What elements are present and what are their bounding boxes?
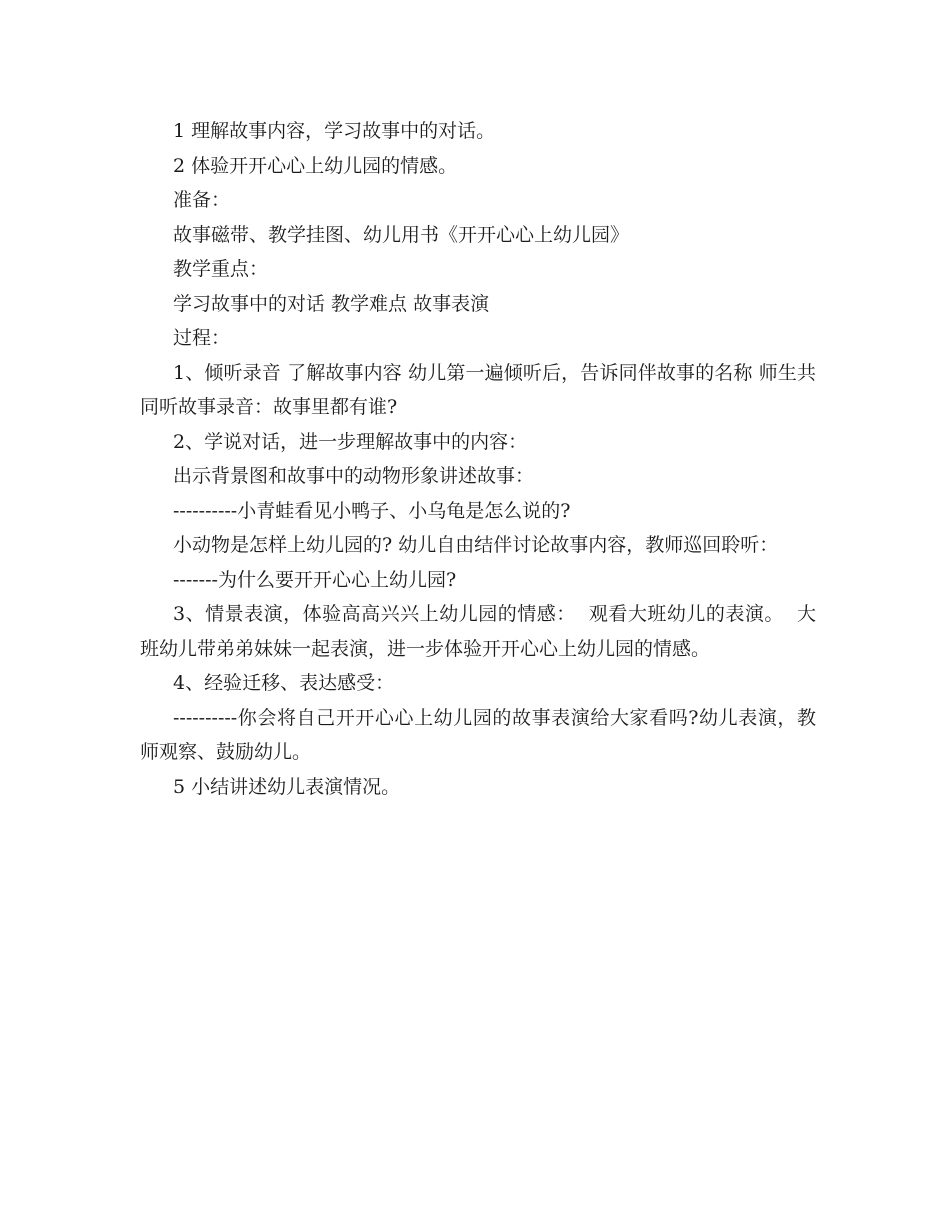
discussion-text: 小动物是怎样上幼儿园的? 幼儿自由结伴讨论故事内容，教师巡回聆听： <box>173 534 779 556</box>
objective-1: 1 理解故事内容，学习故事中的对话。 <box>173 120 496 142</box>
key-points-text: 学习故事中的对话 教学难点 故事表演 <box>173 292 490 315</box>
objective-2: 2 体验开开心心上幼儿园的情感。 <box>173 154 458 177</box>
question-1: ----------小青蛙看见小鸭子、小乌龟是怎么说的? <box>173 499 571 522</box>
process-heading: 过程： <box>173 327 231 349</box>
process-step-1: 1、倾听录音 了解故事内容 幼儿第一遍倾听后，告诉同伴故事的名称 师生共同听故事录音：故事里都有谁? <box>140 361 816 418</box>
preparation-heading: 准备： <box>173 189 231 211</box>
process-step-2-detail: 出示背景图和故事中的动物形象讲述故事： <box>173 465 535 487</box>
process-step-4: 4、经验迁移、表达感受： <box>173 672 395 694</box>
question-2: -------为什么要开开心心上幼儿园? <box>173 568 457 591</box>
question-3: ----------你会将自己开开心心上幼儿园的故事表演给大家看吗?幼儿表演，教师观察、鼓励幼儿。 <box>140 706 816 763</box>
key-points-heading: 教学重点： <box>173 258 269 280</box>
summary: 5 小结讲述幼儿表演情况。 <box>173 775 401 798</box>
document-body <box>140 114 816 804</box>
process-step-2: 2、学说对话，进一步理解故事中的内容： <box>173 430 528 453</box>
preparation-materials: 故事磁带、教学挂图、幼儿用书《开开心心上幼儿园》 <box>173 223 630 246</box>
process-step-3: 3、情景表演，体验高高兴兴上幼儿园的情感： 观看大班幼儿的表演。 大班幼儿带弟弟妹妹一起表演，进一步体验开开心心上幼儿园的情感。 <box>140 603 816 660</box>
